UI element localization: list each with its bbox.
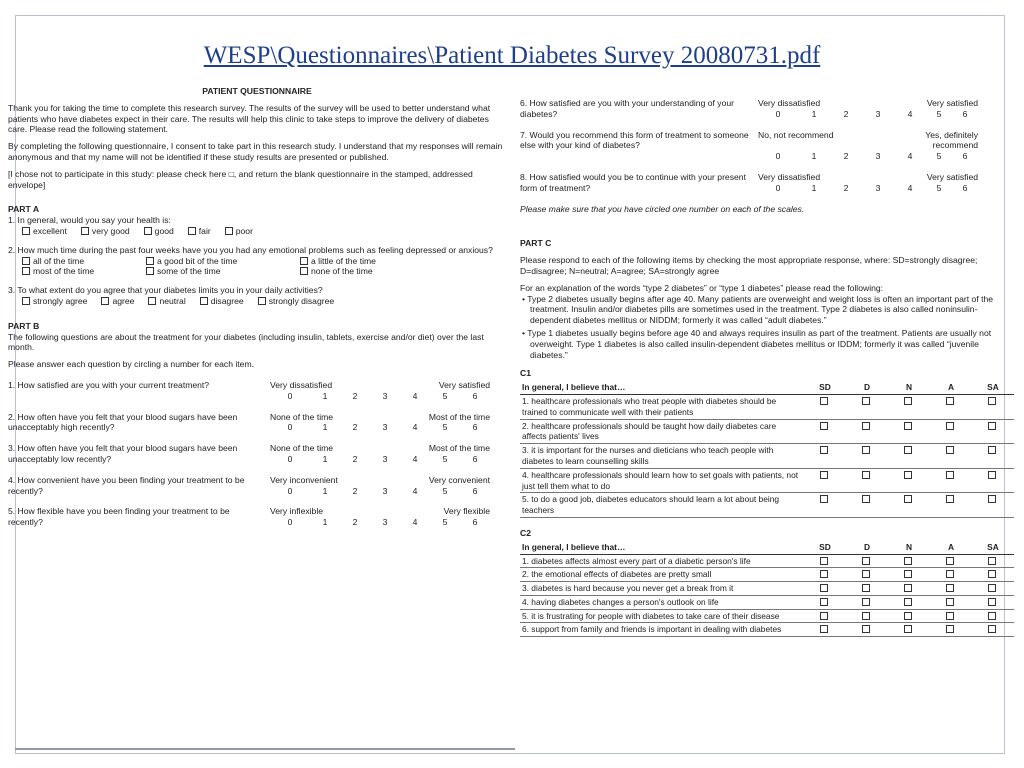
statement-text: 3. it is important for the nurses and dieticians who teach people with diabetes to learn counselling skills (520, 444, 804, 469)
table-row (520, 568, 1014, 582)
table-row (520, 419, 1014, 444)
scale-number[interactable]: 4 (412, 517, 418, 528)
statement-text: 2. healthcare professionals should be taught how daily diabetes care affects patients' lives (520, 419, 804, 444)
scale-number[interactable]: 5 (442, 422, 448, 433)
response-checkbox[interactable] (862, 495, 870, 503)
scale-low-label: None of the time (270, 443, 334, 454)
c2-stem: In general, I believe that… (520, 541, 804, 554)
response-checkbox[interactable] (988, 612, 996, 620)
option-checkbox[interactable]: fair (188, 226, 211, 237)
response-checkbox[interactable] (904, 397, 912, 405)
response-checkbox[interactable] (820, 612, 828, 620)
response-checkbox[interactable] (946, 570, 954, 578)
scale-question: 5. How flexible have you been finding your treatment to be recently? (8, 506, 230, 528)
response-checkbox[interactable] (904, 471, 912, 479)
scale-number[interactable]: 3 (875, 151, 881, 162)
statement-text: 2. the emotional effects of diabetes are pretty small (520, 568, 804, 582)
scale-item (8, 380, 506, 402)
scale-item (8, 506, 506, 528)
scale-number[interactable]: 6 (472, 517, 478, 528)
response-checkbox[interactable] (946, 625, 954, 633)
scale-number[interactable]: 2 (843, 108, 849, 119)
response-checkbox[interactable] (904, 422, 912, 430)
response-checkbox[interactable] (988, 422, 996, 430)
scale-number[interactable]: 4 (907, 182, 913, 193)
option-checkbox[interactable]: agree (101, 296, 134, 307)
scale-number[interactable]: 2 (352, 485, 358, 496)
option-checkbox[interactable]: most of the time (22, 266, 122, 277)
response-checkbox[interactable] (820, 471, 828, 479)
response-checkbox[interactable] (988, 557, 996, 565)
scale-number[interactable]: 0 (287, 485, 293, 496)
column-header: A (930, 541, 972, 554)
scale-number[interactable]: 4 (412, 453, 418, 464)
scale-item (520, 98, 1018, 120)
scale-number[interactable]: 5 (936, 151, 942, 162)
scale-question: 1. How satisfied are you with your current treatment? (8, 379, 210, 390)
response-checkbox[interactable] (946, 471, 954, 479)
response-checkbox[interactable] (988, 598, 996, 606)
option-checkbox[interactable]: some of the time (146, 266, 276, 277)
consent-paragraph: By completing the following questionnaire, I consent to take part in this research study. I understand that my responses will remain anonymous and that my name will not be identified if these study results are presented or published. (8, 141, 503, 162)
column-header: SD (804, 381, 846, 394)
scale-number[interactable]: 0 (775, 108, 781, 119)
scale-question: 7. Would you recommend this form of treatment to someone else with your kind of diabetes? (520, 129, 749, 151)
table-row (520, 595, 1014, 609)
statement-text: 1. diabetes affects almost every part of a diabetic person's life (520, 554, 804, 568)
statement-text: 1. healthcare professionals who treat people with diabetes should be trained to communicate well with their patients (520, 394, 804, 419)
scale-low-label: Very inconvenient (270, 474, 338, 485)
table-row (520, 609, 1014, 623)
response-checkbox[interactable] (820, 598, 828, 606)
questionnaire-heading: PATIENT QUESTIONNAIRE (202, 86, 312, 96)
scale-high-label: Very satisfied (926, 171, 978, 182)
scale-number[interactable]: 4 (907, 151, 913, 162)
statement-text: 6. support from family and friends is important in dealing with diabetes (520, 623, 804, 637)
scale-number[interactable]: 5 (442, 453, 448, 464)
response-checkbox[interactable] (820, 570, 828, 578)
scale-number[interactable]: 2 (843, 182, 849, 193)
option-checkbox[interactable]: very good (81, 226, 130, 237)
option-checkbox[interactable]: none of the time (300, 266, 373, 277)
scale-low-label: No, not recommend (758, 129, 834, 140)
c1-stem: In general, I believe that… (520, 381, 804, 394)
response-checkbox[interactable] (862, 584, 870, 592)
scale-item (8, 475, 506, 497)
response-checkbox[interactable] (820, 625, 828, 633)
response-checkbox[interactable] (862, 446, 870, 454)
response-checkbox[interactable] (988, 397, 996, 405)
response-checkbox[interactable] (988, 584, 996, 592)
scale-number[interactable]: 5 (442, 390, 448, 401)
scale-number[interactable]: 5 (936, 182, 942, 193)
scale-number[interactable]: 4 (412, 485, 418, 496)
response-checkbox[interactable] (862, 598, 870, 606)
response-checkbox[interactable] (946, 557, 954, 565)
part-c-heading: PART C (520, 238, 552, 249)
response-checkbox[interactable] (904, 598, 912, 606)
option-checkbox[interactable]: strongly disagree (258, 296, 334, 307)
q2-options-row2 (8, 266, 506, 277)
scale-number[interactable]: 6 (472, 453, 478, 464)
response-checkbox[interactable] (946, 584, 954, 592)
option-checkbox[interactable]: a little of the time (300, 256, 376, 267)
table-row (520, 444, 1014, 469)
scale-number[interactable]: 0 (775, 182, 781, 193)
scale-number[interactable]: 0 (287, 422, 293, 433)
response-checkbox[interactable] (862, 625, 870, 633)
scale-item (8, 412, 506, 434)
part-c-explain: For an explanation of the words “type 2 diabetes” or “type 1 diabetes” please read the following: (520, 282, 884, 293)
scale-number[interactable]: 2 (352, 422, 358, 433)
scale-high-label: Most of the time (428, 411, 490, 422)
scale-number[interactable]: 4 (412, 422, 418, 433)
table-row (520, 493, 1014, 518)
response-checkbox[interactable] (820, 584, 828, 592)
part-a-heading: PART A (8, 204, 40, 215)
response-checkbox[interactable] (946, 598, 954, 606)
scale-number[interactable]: 4 (412, 390, 418, 401)
response-checkbox[interactable] (862, 397, 870, 405)
column-header: A (930, 381, 972, 394)
column-header: D (846, 541, 888, 554)
decline-paragraph: [I chose not to participate in this study: please check here □, and return the blank questionnaire in the stamped, addressed envelope] (8, 168, 473, 190)
q2-options-row1 (8, 256, 506, 267)
scale-question: 6. How satisfied are you with your understanding of your diabetes? (520, 98, 735, 119)
table-row (520, 623, 1014, 637)
scale-number[interactable]: 1 (322, 422, 328, 433)
column-header: SA (972, 541, 1014, 554)
scale-number[interactable]: 1 (811, 151, 817, 162)
response-checkbox[interactable] (904, 557, 912, 565)
scale-question: 3. How often have you felt that your blood sugars have been unacceptably low recently? (8, 443, 238, 464)
c2-label: C2 (520, 527, 531, 538)
bullet-type2: • Type 2 diabetes usually begins after age 40. Many patients are overweight and weight loss is often an important part of the treatment. Insulin and/or diabetes pills are sometimes used in the treatment. Type 2 diabetes is also called noninsulin-dependent diabetes mellitus or NIDDM; formerly it was called “adult diabetes.” (522, 293, 994, 326)
scale-number[interactable]: 3 (382, 422, 388, 433)
response-checkbox[interactable] (862, 557, 870, 565)
scale-number[interactable]: 5 (442, 485, 448, 496)
scale-high-label: Very satisfied (438, 379, 490, 390)
scale-low-label: Very dissatisfied (758, 98, 821, 108)
response-checkbox[interactable] (904, 446, 912, 454)
column-header: N (888, 541, 930, 554)
part-a-q3: 3. To what extent do you agree that your diabetes limits you in your daily activities? (8, 285, 323, 296)
response-checkbox[interactable] (988, 495, 996, 503)
questionnaire-right-page (520, 98, 1018, 643)
scale-number[interactable]: 6 (472, 485, 478, 496)
scale-number[interactable]: 0 (287, 390, 293, 401)
scale-number[interactable]: 5 (936, 108, 942, 119)
scale-number[interactable]: 1 (322, 485, 328, 496)
response-checkbox[interactable] (820, 446, 828, 454)
scale-low-label: Very dissatisfied (758, 171, 821, 182)
part-b-intro: The following questions are about the treatment for your diabetes (including insulin, tablets, exercise and/or diet) over the last month. (8, 331, 484, 353)
scale-number[interactable]: 5 (442, 517, 448, 528)
q3-options (8, 296, 506, 307)
q1-options (8, 226, 506, 237)
scale-question: 4. How convenient have you been finding your treatment to be recently? (8, 474, 245, 496)
scale-number[interactable]: 1 (811, 182, 817, 193)
scale-number[interactable]: 3 (382, 453, 388, 464)
scale-high-label: Most of the time (428, 443, 490, 454)
response-checkbox[interactable] (946, 422, 954, 430)
scale-number[interactable]: 3 (875, 182, 881, 193)
scale-item (520, 130, 1018, 162)
scale-number[interactable]: 6 (962, 108, 968, 119)
response-checkbox[interactable] (946, 446, 954, 454)
column-header: D (846, 381, 888, 394)
scale-number[interactable]: 2 (352, 517, 358, 528)
response-checkbox[interactable] (904, 495, 912, 503)
column-header: SA (972, 381, 1014, 394)
response-checkbox[interactable] (862, 570, 870, 578)
option-checkbox[interactable]: strongly agree (22, 296, 87, 307)
part-a-q1: 1. In general, would you say your health is: (8, 215, 171, 226)
option-checkbox[interactable]: a good bit of the time (146, 256, 276, 267)
table-row (520, 582, 1014, 596)
bullet-type1: • Type 1 diabetes usually begins before age 40 and always requires insulin as part of the treatment. Patients are usually not overweight. Type 1 diabetes is also called insulin-dependent diabetes mellitus or IDDM; formerly it was called “juvenile diabetes.” (522, 327, 992, 360)
scale-high-label: Very flexible (443, 506, 490, 517)
scale-number[interactable]: 4 (907, 108, 913, 119)
response-checkbox[interactable] (904, 612, 912, 620)
option-checkbox[interactable]: all of the time (22, 256, 122, 267)
scale-number[interactable]: 2 (352, 390, 358, 401)
c1-label: C1 (520, 368, 531, 379)
statement-text: 3. diabetes is hard because you never get a break from it (520, 582, 804, 596)
response-checkbox[interactable] (946, 397, 954, 405)
slide-divider (15, 748, 515, 750)
part-a-q2: 2. How much time during the past four weeks have you you had any emotional problems such as feeling depressed or anxious? (8, 244, 493, 255)
scale-number[interactable]: 0 (775, 151, 781, 162)
table-row (520, 468, 1014, 493)
scale-number[interactable]: 1 (811, 108, 817, 119)
response-checkbox[interactable] (988, 625, 996, 633)
scale-number[interactable]: 6 (962, 182, 968, 193)
scale-high-label: Yes, definitely recommend (925, 129, 978, 151)
c1-table (520, 381, 1014, 518)
scale-low-label: None of the time (270, 411, 334, 422)
response-checkbox[interactable] (988, 446, 996, 454)
scale-number[interactable]: 6 (962, 151, 968, 162)
option-checkbox[interactable]: poor (225, 226, 253, 237)
response-checkbox[interactable] (862, 471, 870, 479)
c2-table (520, 541, 1014, 638)
scale-number[interactable]: 6 (472, 422, 478, 433)
scale-low-label: Very inflexible (270, 506, 324, 517)
scale-number[interactable]: 3 (382, 517, 388, 528)
questionnaire-left-page (8, 86, 506, 538)
scale-number[interactable]: 2 (843, 151, 849, 162)
response-checkbox[interactable] (988, 471, 996, 479)
part-c-intro: Please respond to each of the following items by checking the most appropriate response, where: SD=strongly disagree; D=disagree; N=neutral; A=agree; SA=strongly agree (520, 255, 978, 276)
scale-note: Please make sure that you have circled one number on each of the scales. (520, 203, 805, 214)
scale-number[interactable]: 1 (322, 390, 328, 401)
statement-text: 5. to do a good job, diabetes educators should learn a lot about being teachers (520, 493, 804, 518)
document-link-title[interactable]: WESP\Questionnaires\Patient Diabetes Survey 20080731.pdf (203, 42, 821, 69)
response-checkbox[interactable] (988, 570, 996, 578)
response-checkbox[interactable] (862, 612, 870, 620)
option-checkbox[interactable]: disagree (200, 296, 244, 307)
column-header: N (888, 381, 930, 394)
scale-high-label: Very satisfied (926, 98, 978, 108)
scale-number[interactable]: 6 (472, 390, 478, 401)
part-b-instruction: Please answer each question by circling a number for each item. (8, 359, 255, 370)
scale-number[interactable]: 0 (287, 453, 293, 464)
response-checkbox[interactable] (820, 397, 828, 405)
response-checkbox[interactable] (904, 570, 912, 578)
option-checkbox[interactable]: neutral (148, 296, 185, 307)
response-checkbox[interactable] (862, 422, 870, 430)
statement-text: 5. it is frustrating for people with diabetes to take care of their disease (520, 609, 804, 623)
response-checkbox[interactable] (820, 495, 828, 503)
scale-number[interactable]: 2 (352, 453, 358, 464)
scale-high-label: Very convenient (428, 474, 490, 485)
option-checkbox[interactable]: good (144, 226, 174, 237)
response-checkbox[interactable] (820, 422, 828, 430)
scale-number[interactable]: 3 (875, 108, 881, 119)
response-checkbox[interactable] (820, 557, 828, 565)
part-b-heading: PART B (8, 320, 40, 331)
scale-number[interactable]: 3 (382, 485, 388, 496)
scale-question: 2. How often have you felt that your blood sugars have been unacceptably high recently? (8, 411, 238, 433)
statement-text: 4. having diabetes changes a person's outlook on life (520, 595, 804, 609)
column-header: SD (804, 541, 846, 554)
scale-number[interactable]: 1 (322, 453, 328, 464)
scale-low-label: Very dissatisfied (270, 379, 333, 390)
statement-text: 4. healthcare professionals should learn how to set goals with patients, not just tell them what to do (520, 468, 804, 493)
response-checkbox[interactable] (946, 612, 954, 620)
response-checkbox[interactable] (946, 495, 954, 503)
scale-number[interactable]: 3 (382, 390, 388, 401)
intro-paragraph: Thank you for taking the time to complete this research survey. The results of the survey will be used to better understand what patients who have diabetes expect in their care. The results will help this clinic to take steps to improve the delivery of diabetes care. Please read the following statement. (8, 102, 491, 135)
scale-item (520, 172, 1018, 194)
scale-question: 8. How satisfied would you be to continue with your present form of treatment? (520, 171, 746, 193)
response-checkbox[interactable] (904, 584, 912, 592)
response-checkbox[interactable] (904, 625, 912, 633)
scale-number[interactable]: 1 (322, 517, 328, 528)
option-checkbox[interactable]: excellent (22, 226, 67, 237)
scale-number[interactable]: 0 (287, 517, 293, 528)
table-row (520, 394, 1014, 419)
scale-item (8, 443, 506, 465)
table-row (520, 554, 1014, 568)
